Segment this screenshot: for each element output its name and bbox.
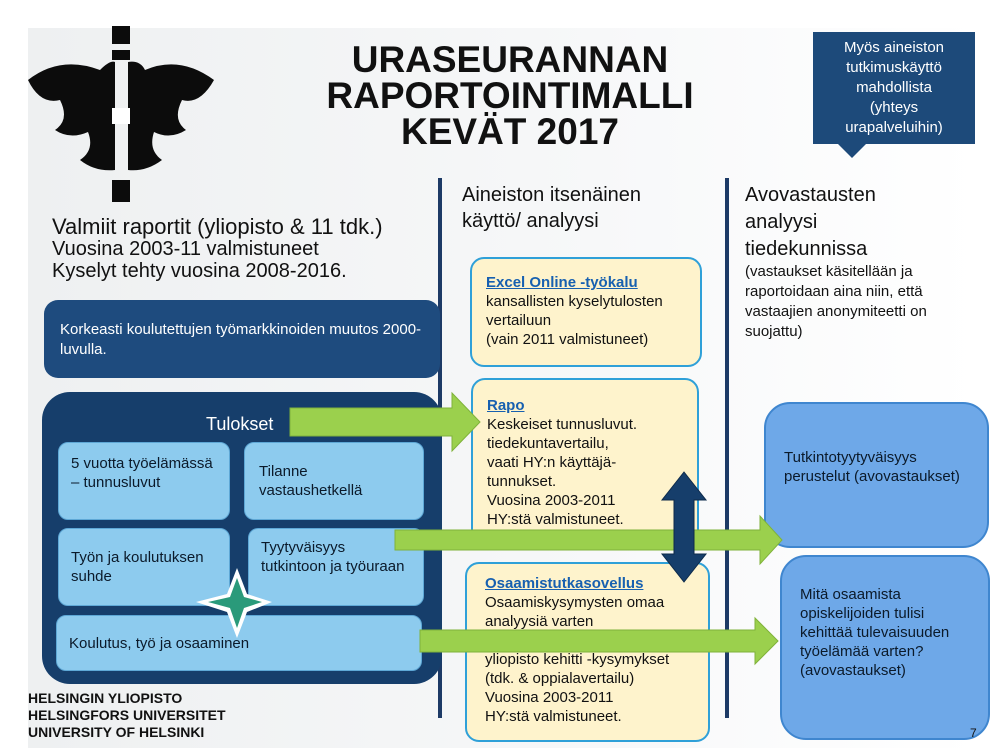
callout-line-2: tutkimuskäyttö — [846, 59, 942, 76]
rapo-line: tunnukset. — [487, 473, 557, 490]
middle-heading-line-1: Aineiston itsenäinen — [462, 184, 642, 206]
right-arrow-icon — [290, 393, 480, 451]
ready-reports-heading: Valmiit raportit (yliopisto & 11 tdk.) — [52, 214, 383, 239]
survey-years: Kyselyt tehty vuosina 2008-2016. — [52, 260, 347, 282]
excel-line: vertailuun — [486, 312, 552, 329]
rapo-line: vaati HY:n käyttäjä- — [487, 454, 617, 471]
osaamistutka-link[interactable]: Osaamistutkasovellus — [485, 575, 644, 592]
labour-market-report-text: Korkeasti koulutettujen työmarkkinoiden muutos 2000-luvulla. — [60, 321, 422, 358]
four-point-star-icon — [196, 568, 272, 638]
anonymity-note: (vastaukset käsitellään ja raportoidaan aina niin, että vastaajien anonymiteetti on suojattu) — [745, 263, 927, 340]
callout-line-5: urapalveluihin) — [845, 119, 943, 136]
future-competence-open-answers-text: Mitä osaamista opiskelijoiden tulisi kehittää tulevaisuuden työelämää varten? (avovastaukset) — [800, 586, 950, 679]
title-line-2: RAPORTOINTIMALLI — [326, 75, 694, 116]
result-cell-text: Koulutus, työ ja osaaminen — [69, 635, 250, 652]
result-cell-text: Tilanne vastaushetkellä — [259, 463, 363, 499]
right-heading-line-3: tiedekunnissa — [745, 238, 868, 260]
rapo-line: HY:stä valmistuneet. — [487, 511, 624, 528]
wordmark-line-en: UNIVERSITY OF HELSINKI — [28, 724, 205, 740]
osaamis-line: Vuosina 2003-2011 — [485, 689, 614, 706]
osaamis-line: HY:stä valmistuneet. — [485, 708, 622, 725]
callout-line-1: Myös aineiston — [843, 39, 945, 56]
satisfaction-open-answers-text: Tutkintotyytyväisyys perustelut (avovastaukset) — [784, 449, 960, 485]
title-line-1: URASEURANNAN — [351, 39, 669, 80]
university-wordmark — [28, 690, 226, 741]
right-arrow-icon — [420, 618, 778, 664]
excel-online-link[interactable]: Excel Online -työkalu — [486, 274, 638, 291]
page-number: 7 — [970, 726, 977, 740]
rapo-line: tiedekuntavertailu, — [487, 435, 609, 452]
rapo-line: Vuosina 2003-2011 — [487, 492, 616, 509]
result-cell-text: 5 vuotta työelämässä – tunnusluvut — [71, 455, 213, 491]
double-arrow-icon — [662, 472, 706, 582]
osaamis-line: analyysiä varten — [485, 613, 594, 630]
osaamis-line: Osaamiskysymysten omaa — [485, 594, 665, 611]
osaamis-line: yliopisto kehitti -kysymykset — [485, 651, 670, 668]
wordmark-line-sv: HELSINGFORS UNIVERSITET — [28, 707, 226, 723]
wordmark-line-fi: HELSINGIN YLIOPISTO — [28, 690, 183, 706]
callout-line-3: mahdollista — [856, 79, 932, 96]
rapo-line: Keskeiset tunnusluvut. — [487, 416, 638, 433]
result-cell-text: Tyytyväisyys tutkintoon ja työuraan — [261, 539, 405, 575]
result-cell-text: Työn ja koulutuksen suhde — [71, 549, 204, 585]
rapo-link[interactable]: Rapo — [487, 397, 525, 414]
right-arrow-icon — [395, 516, 782, 564]
osaamis-line: (tdk. & oppialavertailu) — [485, 670, 635, 687]
excel-line: kansallisten kyselytulosten — [486, 293, 663, 310]
excel-line: (vain 2011 valmistuneet) — [486, 331, 649, 348]
middle-heading-line-2: käyttö/ analyysi — [462, 210, 599, 232]
results-title: Tulokset — [206, 414, 274, 434]
right-heading-line-1: Avovastausten — [745, 184, 876, 206]
title-line-3: KEVÄT 2017 — [401, 111, 619, 152]
graduated-years: Vuosina 2003-11 valmistuneet — [52, 238, 319, 260]
callout-line-4: (yhteys — [869, 99, 919, 116]
right-heading-line-2: analyysi — [745, 211, 818, 233]
